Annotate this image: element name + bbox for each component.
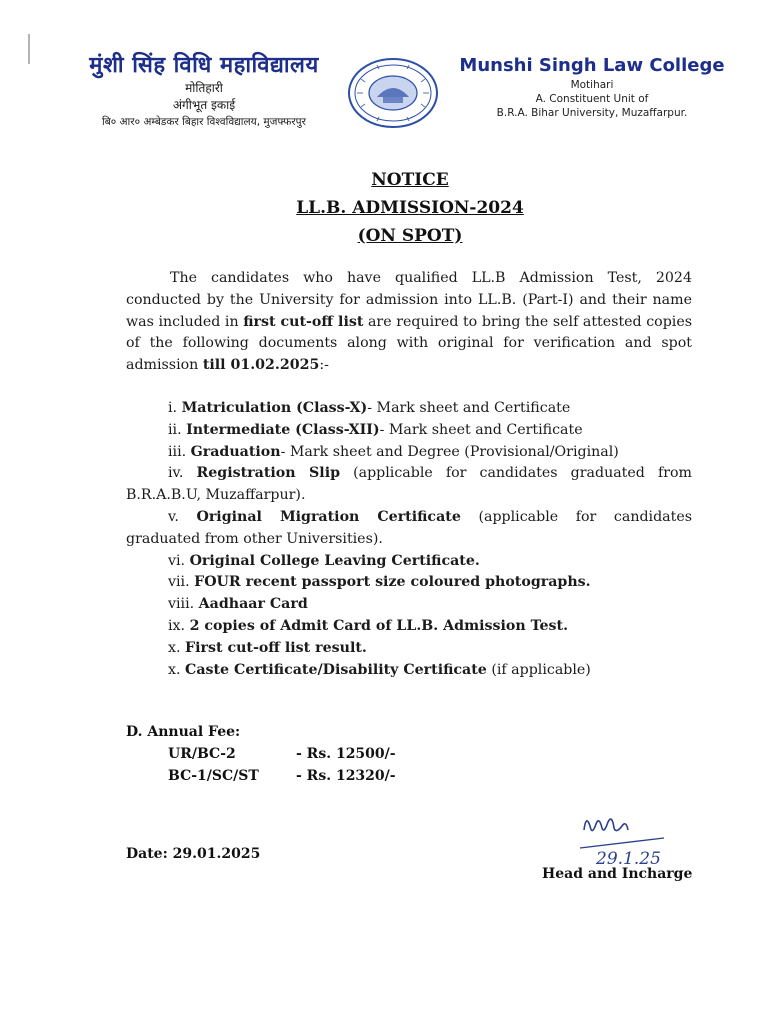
notice-tag: (ON SPOT) (357, 226, 463, 246)
list-item: vi. Original College Leaving Certificate. (168, 552, 480, 569)
paragraph-part-2: are required to bring the self attested copies of the following documents along with original for verification and spot admission (126, 313, 692, 374)
fee-row (168, 768, 396, 784)
notice-subtitle: LL.B. ADMISSION-2024 (296, 198, 524, 218)
paragraph-bold-1: first cut-off list (243, 313, 364, 330)
list-item: vii. FOUR recent passport size coloured photographs. (168, 574, 591, 591)
city-english: Motihari (570, 79, 614, 91)
list-item: ix. 2 copies of Admit Card of LL.B. Admission Test. (168, 617, 569, 634)
list-item: x. Caste Certificate/Disability Certificate (if applicable) (168, 661, 591, 678)
fee-amount: - Rs. 12320/- (296, 768, 396, 784)
unit-hindi: अंगीभूत इकाई (172, 98, 236, 112)
documents-list (126, 398, 692, 681)
header-english (442, 54, 742, 120)
scan-edge-mark (28, 34, 30, 64)
paragraph-part-3: :- (319, 357, 329, 374)
paragraph-part-1: The candidates who have qualified LL.B Admission Test, 2024 conducted by the University for admission into LL.B. (Part-I) and their name was included in (126, 270, 692, 330)
list-item: viii. Aadhaar Card (168, 596, 308, 613)
fee-amount: - Rs. 12500/- (296, 746, 396, 762)
paragraph-bold-2: till 01.02.2025 (202, 357, 320, 374)
notice-title: NOTICE (371, 170, 449, 190)
notice-paragraph (126, 268, 692, 377)
college-name-english: Munshi Singh Law College (459, 55, 725, 76)
college-seal-icon (347, 57, 439, 129)
list-item: iv. Registration Slip (applicable for candidates graduated from B.R.A.B.U, Muzaffarpur). (126, 465, 692, 504)
city-hindi: मोतिहारी (185, 81, 223, 95)
list-item: x. First cut-off list result. (168, 639, 367, 656)
list-item: v. Original Migration Certificate (applicable for candidates graduated from other Universities). (126, 508, 693, 547)
list-item: ii. Intermediate (Class-XII)- Mark sheet and Certificate (168, 421, 583, 438)
fee-row (168, 746, 396, 762)
university-english: B.R.A. Bihar University, Muzaffarpur. (496, 107, 688, 119)
list-item: iii. Graduation- Mark sheet and Degree (Provisional/Original) (168, 443, 619, 460)
unit-english: A. Constituent Unit of (535, 93, 649, 105)
college-name-hindi: मुंशी सिंह विधि महाविद्यालय (89, 53, 319, 78)
list-item: i. Matriculation (Class-X)- Mark sheet and Certificate (168, 400, 571, 416)
fee-category: UR/BC-2 (168, 746, 236, 762)
signature-icon (566, 808, 676, 868)
fee-heading: D. Annual Fee: (126, 724, 241, 740)
notice-date: Date: 29.01.2025 (126, 846, 261, 862)
svg-text:29.1.25: 29.1.25 (596, 849, 661, 868)
fee-category: BC-1/SC/ST (168, 768, 259, 784)
signatory-title: Head and Incharge (542, 866, 693, 882)
header-hindi (64, 52, 344, 131)
university-hindi: बि० आर० अम्बेडकर बिहार विश्वविद्यालय, मुजफ्फरपुर (102, 116, 306, 128)
